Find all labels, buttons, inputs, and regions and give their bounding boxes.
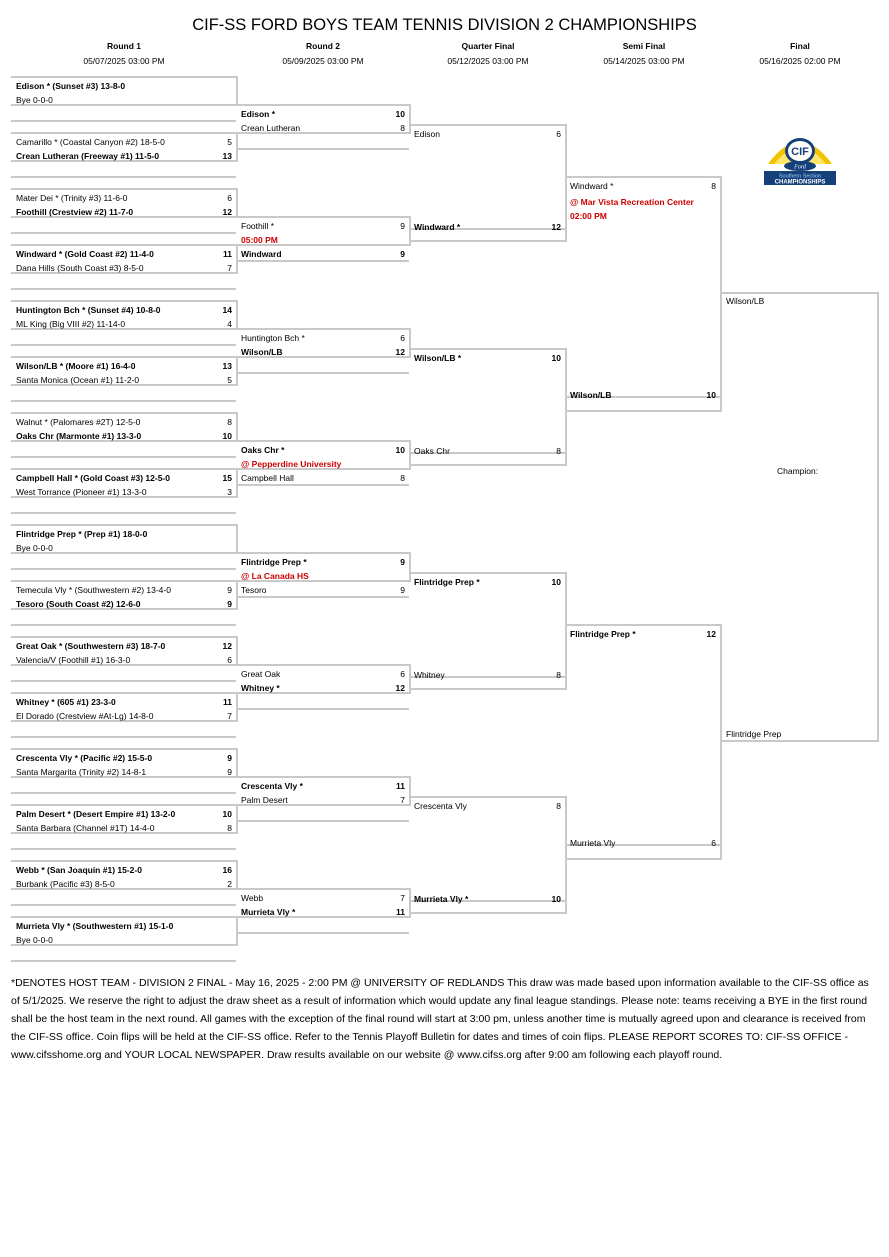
r1-match8-top-team: Campbell Hall * (Gold Coast #3) 12-5-0 xyxy=(16,473,170,483)
r2-match1-top-line xyxy=(236,104,409,106)
qf-match1-connector xyxy=(565,124,567,242)
r1-match13-bottom-score: 9 xyxy=(227,767,232,777)
r1-match14-top-team: Palm Desert * (Desert Empire #1) 13-2-0 xyxy=(16,809,176,819)
sf-match1-time: 02:00 PM xyxy=(570,211,607,221)
r1-match10-connector xyxy=(236,580,238,610)
final-top-team: Wilson/LB xyxy=(726,296,765,306)
r1-match11-top-line xyxy=(11,636,236,638)
r1-match11-bottom-score: 6 xyxy=(227,655,232,665)
r1-match6-connector xyxy=(236,356,238,386)
r1-match14-connector xyxy=(236,804,238,834)
r2-match2-bottom-team: Windward xyxy=(241,249,282,259)
r1-match6-bottom-line xyxy=(11,400,236,402)
r2-match6-top-team: Great Oak xyxy=(241,669,281,679)
final-header: Final xyxy=(790,41,810,51)
r2-match4-top-line xyxy=(236,440,409,442)
r1-match6-top-score: 13 xyxy=(222,361,232,371)
r1-match6-top-line xyxy=(11,356,236,358)
r1-match12-bottom-team: El Dorado (Crestview #At-Lg) 14-8-0 xyxy=(16,711,154,721)
r1-match8-top-score: 15 xyxy=(222,473,232,483)
r2-match5-bottom-team: Tesoro xyxy=(241,585,267,595)
quarterfinal-date: 05/12/2025 03:00 PM xyxy=(447,56,529,66)
r2-match3-bottom-line xyxy=(236,372,409,374)
r2-match7-top-team: Crescenta Vly * xyxy=(241,781,303,791)
r2-match2-bottom-score: 9 xyxy=(400,249,405,259)
r1-match5-top-team: Huntington Bch * (Sunset #4) 10-8-0 xyxy=(16,305,161,315)
r2-match8-bottom-score: 11 xyxy=(396,907,405,917)
qf-match1-bottom-score: 12 xyxy=(551,222,561,232)
r1-match5-top-score: 14 xyxy=(222,305,232,315)
r1-match2-top-score: 5 xyxy=(227,137,232,147)
r1-match3-top-team: Mater Dei * (Trinity #3) 11-6-0 xyxy=(16,193,128,203)
r1-match16-top-line xyxy=(11,916,236,918)
sf-match2-top-score: 12 xyxy=(706,629,716,639)
r2-match5-connector xyxy=(409,552,411,582)
r2-match2-bottom-line xyxy=(236,260,409,262)
r1-match2-bottom-team: Crean Lutheran (Freeway #1) 11-5-0 xyxy=(16,151,160,161)
r1-match9-top-team: Flintridge Prep * (Prep #1) 18-0-0 xyxy=(16,529,148,539)
qf-match4-bottom-line xyxy=(409,912,565,914)
r1-match8-top-line xyxy=(11,468,236,470)
qf-match1-bottom-line xyxy=(409,240,565,242)
final-connector xyxy=(877,292,879,742)
r1-match13-connector xyxy=(236,748,238,778)
r1-match5-bottom-score: 4 xyxy=(227,319,232,329)
r1-match5-top-line xyxy=(11,300,236,302)
r2-match8-top-team: Webb xyxy=(241,893,264,903)
logo-championships-text: CHAMPIONSHIPS xyxy=(774,179,826,186)
r1-match8-bottom-score: 3 xyxy=(227,487,232,497)
r1-match8-bottom-team: West Torrance (Pioneer #1) 13-3-0 xyxy=(16,487,147,497)
r1-match6-bottom-team: Santa Monica (Ocean #1) 11-2-0 xyxy=(16,375,140,385)
qf-match2-top-team: Wilson/LB * xyxy=(414,353,462,363)
r2-match3-connector xyxy=(409,328,411,358)
r1-match9-top-line xyxy=(11,524,236,526)
final-top-line xyxy=(720,292,877,294)
qf-match4-bottom-team: Murrieta Vly * xyxy=(414,894,469,904)
sf-match2-top-line xyxy=(565,624,720,626)
qf-match4-top-score: 8 xyxy=(556,801,561,811)
qf-match2-bottom-line xyxy=(409,464,565,466)
r1-match15-connector xyxy=(236,860,238,890)
r2-match4-top-score: 10 xyxy=(395,445,405,455)
r1-match7-bottom-score: 10 xyxy=(222,431,232,441)
r2-match5-top-score: 9 xyxy=(400,557,405,567)
qf-match2-bottom-score: 8 xyxy=(556,446,561,456)
r1-match3-bottom-score: 12 xyxy=(222,207,232,217)
r1-match1-bottom-team: Bye 0-0-0 xyxy=(16,95,53,105)
r1-match1-connector xyxy=(236,76,238,106)
r1-match13-top-team: Crescenta Vly * (Pacific #2) 15-5-0 xyxy=(16,753,153,763)
qf-match2-bottom-team: Oaks Chr xyxy=(414,446,450,456)
r2-match4-bottom-line xyxy=(236,484,409,486)
r2-match2-top-line xyxy=(236,216,409,218)
r2-match4-venue: @ Pepperdine University xyxy=(241,459,342,469)
r1-match15-top-score: 16 xyxy=(222,865,232,875)
r2-match5-top-line xyxy=(236,552,409,554)
sf-match2-connector xyxy=(720,624,722,860)
r1-match4-connector xyxy=(236,244,238,274)
r2-match3-bottom-team: Wilson/LB xyxy=(241,347,283,357)
r1-match7-bottom-team: Oaks Chr (Marmonte #1) 13-3-0 xyxy=(16,431,142,441)
r1-match5-bottom-line xyxy=(11,344,236,346)
r1-match16-bottom-team: Bye 0-0-0 xyxy=(16,935,53,945)
r2-match7-bottom-team: Palm Desert xyxy=(241,795,288,805)
r2-match5-bottom-line xyxy=(236,596,409,598)
qf-match1-bottom-team: Windward * xyxy=(414,222,461,232)
sf-match1-top-line xyxy=(565,176,720,178)
r2-match7-connector xyxy=(409,776,411,806)
r2-match7-bottom-score: 7 xyxy=(400,795,405,805)
r1-match13-top-score: 9 xyxy=(227,753,232,763)
sf-match1-top-score: 8 xyxy=(711,181,716,191)
r1-match10-top-team: Temecula Vly * (Southwestern #2) 13-4-0 xyxy=(16,585,171,595)
r1-match2-connector xyxy=(236,132,238,162)
r1-match7-top-score: 8 xyxy=(227,417,232,427)
qf-match1-top-line xyxy=(409,124,565,126)
r1-match11-connector xyxy=(236,636,238,666)
r1-match3-bottom-line xyxy=(11,232,236,234)
qf-match3-bottom-team: Whitney xyxy=(414,670,445,680)
qf-match4-bottom-score: 10 xyxy=(551,894,561,904)
r1-match7-top-team: Walnut * (Palomares #2T) 12-5-0 xyxy=(16,417,141,427)
r1-match15-top-line xyxy=(11,860,236,862)
r1-match11-top-score: 12 xyxy=(222,641,232,651)
sf-match1-bottom-line xyxy=(565,410,720,412)
round2-date: 05/09/2025 03:00 PM xyxy=(282,56,364,66)
r1-match12-top-score: 11 xyxy=(223,697,232,707)
r1-match4-top-line xyxy=(11,244,236,246)
r1-match12-bottom-line xyxy=(11,736,236,738)
page-title: CIF-SS FORD BOYS TEAM TENNIS DIVISION 2 CHAMPIONSHIPS xyxy=(192,16,697,34)
sf-match1-bottom-team: Wilson/LB xyxy=(570,390,612,400)
r2-match4-bottom-score: 8 xyxy=(400,473,405,483)
r1-match9-bottom-team: Bye 0-0-0 xyxy=(16,543,53,553)
r2-match4-top-team: Oaks Chr * xyxy=(241,445,285,455)
quarterfinal-header: Quarter Final xyxy=(461,41,515,51)
r1-match2-bottom-line xyxy=(11,176,236,178)
final-bottom-team: Flintridge Prep xyxy=(726,729,782,739)
logo-section-text: Southern Section xyxy=(778,173,822,180)
sf-match1-venue: @ Mar Vista Recreation Center xyxy=(570,197,694,207)
qf-match4-top-line xyxy=(409,796,565,798)
logo-cif-text: CIF xyxy=(791,146,809,158)
qf-match2-top-line xyxy=(409,348,565,350)
r1-match15-top-team: Webb * (San Joaquin #1) 15-2-0 xyxy=(16,865,142,875)
sf-match2-bottom-score: 6 xyxy=(711,838,716,848)
r1-match3-connector xyxy=(236,188,238,218)
r1-match12-connector xyxy=(236,692,238,722)
r1-match3-bottom-team: Foothill (Crestview #2) 11-7-0 xyxy=(16,207,134,217)
r1-match12-top-team: Whitney * (605 #1) 23-3-0 xyxy=(16,697,116,707)
r1-match1-top-line xyxy=(11,76,236,78)
qf-match3-bottom-score: 8 xyxy=(556,670,561,680)
sf-match2-bottom-line xyxy=(565,858,720,860)
r2-match8-bottom-line xyxy=(236,932,409,934)
r2-match2-top-team: Foothill * xyxy=(241,221,275,231)
r1-match6-top-team: Wilson/LB * (Moore #1) 16-4-0 xyxy=(16,361,136,371)
semifinal-header: Semi Final xyxy=(622,41,666,51)
qf-match3-top-score: 10 xyxy=(551,577,561,587)
r1-match4-bottom-team: Dana Hills (South Coast #3) 8-5-0 xyxy=(16,263,144,273)
footer-notes: *DENOTES HOST TEAM - DIVISION 2 FINAL - May 16, 2025 - 2:00 PM @ UNIVERSITY OF REDLANDS This draw was made based upon information available to the CIF-SS office as of 5/1/2025. We reserve the right to adjust the draw sheet as a result of information which would update any final league standings. Please note: teams receiving a BYE in the first round shall be the host team in the next round. All games with the exception of the final round will start at 3:00 pm, unless another time is mutually agreed upon and clearance is received from the CIF-SS office. Coin flips will be held at the CIF-SS office. Refer to the Tennis Playoff Bulletin for dates and times of coin flips. PLEASE REPORT SCORES TO: CIF-SS OFFICE - www.cifsshome.org and YOUR LOCAL NEWSPAPER. Draw results available on our website @ www.cifss.org after 9:00 am following each playoff round. xyxy=(11,977,869,1061)
sf-match1-connector xyxy=(720,176,722,412)
r2-match1-bottom-team: Crean Lutheran xyxy=(241,123,301,133)
r1-match2-top-team: Camarillo * (Coastal Canyon #2) 18-5-0 xyxy=(16,137,165,147)
r1-match3-top-score: 6 xyxy=(227,193,232,203)
r1-match12-top-line xyxy=(11,692,236,694)
sf-match1-bottom-score: 10 xyxy=(706,390,716,400)
r1-match10-top-line xyxy=(11,580,236,582)
r1-match4-bottom-score: 7 xyxy=(227,263,232,273)
sf-match2-bottom-team: Murrieta Vly xyxy=(570,838,616,848)
r1-match10-bottom-line xyxy=(11,624,236,626)
r1-match6-bottom-score: 5 xyxy=(227,375,232,385)
cif-ss-championships-logo xyxy=(760,130,840,186)
qf-match4-connector xyxy=(565,796,567,914)
r1-match9-bottom-line xyxy=(11,568,236,570)
r1-match14-bottom-team: Santa Barbara (Channel #1T) 14-4-0 xyxy=(16,823,155,833)
round2-header: Round 2 xyxy=(306,41,340,51)
r2-match5-top-team: Flintridge Prep * xyxy=(241,557,307,567)
r2-match4-bottom-team: Campbell Hall xyxy=(241,473,294,483)
r2-match3-top-score: 6 xyxy=(400,333,405,343)
r2-match8-top-line xyxy=(236,888,409,890)
qf-match1-top-score: 6 xyxy=(556,129,561,139)
r2-match2-top-score: 9 xyxy=(400,221,405,231)
r1-match13-top-line xyxy=(11,748,236,750)
r1-match7-top-line xyxy=(11,412,236,414)
r1-match15-bottom-score: 2 xyxy=(227,879,232,889)
r1-match5-connector xyxy=(236,300,238,330)
r1-match1-bottom-line xyxy=(11,120,236,122)
r2-match6-bottom-line xyxy=(236,708,409,710)
r1-match16-bottom-line xyxy=(11,960,236,962)
logo-ford-text: Ford xyxy=(794,164,806,171)
champion-label: Champion: xyxy=(777,466,819,476)
r1-match10-top-score: 9 xyxy=(227,585,232,595)
qf-match3-top-team: Flintridge Prep * xyxy=(414,577,480,587)
final-date: 05/16/2025 02:00 PM xyxy=(759,56,841,66)
r2-match3-top-line xyxy=(236,328,409,330)
qf-match2-connector xyxy=(565,348,567,466)
qf-match3-top-line xyxy=(409,572,565,574)
r1-match11-top-team: Great Oak * (Southwestern #3) 18-7-0 xyxy=(16,641,166,651)
r1-match16-connector xyxy=(236,916,238,946)
r1-match14-top-score: 10 xyxy=(222,809,232,819)
r2-match1-bottom-line xyxy=(236,148,409,150)
r1-match4-top-team: Windward * (Gold Coast #2) 11-4-0 xyxy=(16,249,154,259)
r1-match7-bottom-line xyxy=(11,456,236,458)
qf-match3-connector xyxy=(565,572,567,690)
r2-match5-venue: @ La Canada HS xyxy=(241,571,309,581)
r1-match1-top-team: Edison * (Sunset #3) 13-8-0 xyxy=(16,81,126,91)
r2-match1-top-score: 10 xyxy=(395,109,405,119)
round1-header: Round 1 xyxy=(107,41,141,51)
r1-match16-top-team: Murrieta Vly * (Southwestern #1) 15-1-0 xyxy=(16,921,174,931)
r1-match14-bottom-line xyxy=(11,848,236,850)
r2-match6-top-score: 6 xyxy=(400,669,405,679)
r1-match4-top-score: 11 xyxy=(223,249,232,259)
qf-match4-top-team: Crescenta Vly xyxy=(414,801,467,811)
r1-match7-connector xyxy=(236,412,238,442)
r2-match8-top-score: 7 xyxy=(400,893,405,903)
round1-date: 05/07/2025 03:00 PM xyxy=(83,56,165,66)
r1-match8-connector xyxy=(236,468,238,498)
r2-match6-top-line xyxy=(236,664,409,666)
r1-match8-bottom-line xyxy=(11,512,236,514)
r1-match15-bottom-team: Burbank (Pacific #3) 8-5-0 xyxy=(16,879,115,889)
qf-match3-bottom-line xyxy=(409,688,565,690)
r2-match5-bottom-score: 9 xyxy=(400,585,405,595)
qf-match2-top-score: 10 xyxy=(551,353,561,363)
r1-match15-bottom-line xyxy=(11,904,236,906)
r1-match10-bottom-team: Tesoro (South Coast #2) 12-6-0 xyxy=(16,599,141,609)
r1-match12-bottom-score: 7 xyxy=(227,711,232,721)
sf-match2-top-team: Flintridge Prep * xyxy=(570,629,636,639)
r1-match13-bottom-line xyxy=(11,792,236,794)
r1-match9-connector xyxy=(236,524,238,554)
r1-match2-bottom-score: 13 xyxy=(222,151,232,161)
sf-match1-top-team: Windward * xyxy=(570,181,614,191)
r1-match3-top-line xyxy=(11,188,236,190)
r2-match6-bottom-team: Whitney * xyxy=(241,683,280,693)
r1-match11-bottom-team: Valencia/V (Foothill #1) 16-3-0 xyxy=(16,655,131,665)
r1-match5-bottom-team: ML King (Big VIII #2) 11-14-0 xyxy=(16,319,126,329)
r2-match2-venue: 05:00 PM xyxy=(241,235,278,245)
r2-match1-connector xyxy=(409,104,411,134)
r2-match1-top-team: Edison * xyxy=(241,109,276,119)
final-bottom-line xyxy=(720,740,877,742)
r1-match11-bottom-line xyxy=(11,680,236,682)
r1-match13-bottom-team: Santa Margarita (Trinity #2) 14-8-1 xyxy=(16,767,147,777)
qf-match1-top-team: Edison xyxy=(414,129,440,139)
r1-match14-bottom-score: 8 xyxy=(227,823,232,833)
semifinal-date: 05/14/2025 03:00 PM xyxy=(603,56,685,66)
r1-match10-bottom-score: 9 xyxy=(227,599,232,609)
r2-match6-bottom-score: 12 xyxy=(395,683,405,693)
r2-match1-bottom-score: 8 xyxy=(400,123,405,133)
r1-match14-top-line xyxy=(11,804,236,806)
r2-match3-bottom-score: 12 xyxy=(395,347,405,357)
r2-match7-top-score: 11 xyxy=(396,781,405,791)
r2-match7-bottom-line xyxy=(236,820,409,822)
r1-match4-bottom-line xyxy=(11,288,236,290)
r2-match8-bottom-team: Murrieta Vly * xyxy=(241,907,296,917)
r1-match2-top-line xyxy=(11,132,236,134)
r2-match3-top-team: Huntington Bch * xyxy=(241,333,305,343)
r2-match7-top-line xyxy=(236,776,409,778)
